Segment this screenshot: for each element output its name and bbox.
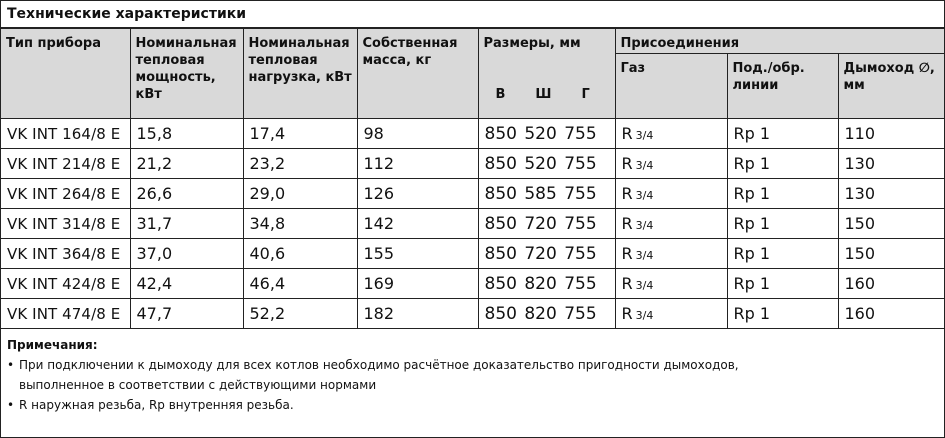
cell-flue: 160 (838, 299, 944, 329)
cell-power: 15,8 (130, 119, 243, 149)
cell-gas (615, 149, 727, 179)
gas-thread-size: 3/4 (635, 189, 654, 202)
cell-mass: 126 (357, 179, 478, 209)
table-row (1, 149, 944, 179)
header-mass: Собственная масса, кг (357, 29, 478, 119)
cell-power: 37,0 (130, 239, 243, 269)
bullet-icon: • (7, 358, 15, 372)
gas-thread-size: 3/4 (635, 249, 654, 262)
gas-thread-type: R (621, 184, 633, 203)
gas-thread-type: R (621, 304, 633, 323)
cell-lines: Rp 1 (727, 149, 838, 179)
cell-flue: 130 (838, 149, 944, 179)
cell-load: 29,0 (243, 179, 357, 209)
cell-mass: 182 (357, 299, 478, 329)
cell-load: 46,4 (243, 269, 357, 299)
note-text: При подключении к дымоходу для всех котлов необходимо расчётное доказательство пригодности дымоходов, выполненное в соответствии с действующими нормами (19, 358, 739, 392)
cell-model: VK INT 424/8 E (1, 269, 130, 299)
cell-power: 31,7 (130, 209, 243, 239)
cell-power: 26,6 (130, 179, 243, 209)
cell-lines: Rp 1 (727, 179, 838, 209)
cell-flue: 150 (838, 239, 944, 269)
gas-thread-size: 3/4 (635, 219, 654, 232)
cell-model: VK INT 164/8 E (1, 119, 130, 149)
header-dims-title: Размеры, мм (483, 36, 581, 51)
header-dims-width: Ш (535, 87, 552, 102)
bullet-icon: • (7, 398, 15, 412)
cell-gas (615, 119, 727, 149)
table-row (1, 269, 944, 299)
header-gas: Газ (615, 54, 727, 119)
cell-dims: 850 720 755 (478, 209, 615, 239)
cell-dims: 850 520 755 (478, 149, 615, 179)
notes-title: Примечания: (7, 338, 98, 352)
cell-dims: 850 820 755 (478, 269, 615, 299)
gas-thread-type: R (621, 274, 633, 293)
header-dims-depth: Г (581, 87, 590, 102)
cell-lines: Rp 1 (727, 269, 838, 299)
table-row (1, 119, 944, 149)
header-connections: Присоединения (615, 29, 944, 54)
cell-lines: Rp 1 (727, 119, 838, 149)
table-header (1, 29, 944, 119)
note-item (7, 355, 944, 395)
table-row (1, 299, 944, 329)
gas-thread-size: 3/4 (635, 309, 654, 322)
header-power: Номинальная тепловая мощность, кВт (130, 29, 243, 119)
cell-lines: Rp 1 (727, 239, 838, 269)
cell-mass: 112 (357, 149, 478, 179)
table-body (1, 119, 944, 329)
gas-thread-type: R (621, 244, 633, 263)
table-row (1, 179, 944, 209)
header-load: Номинальная тепловая нагрузка, кВт (243, 29, 357, 119)
cell-load: 40,6 (243, 239, 357, 269)
cell-gas (615, 299, 727, 329)
cell-load: 23,2 (243, 149, 357, 179)
gas-thread-type: R (621, 154, 633, 173)
cell-lines: Rp 1 (727, 209, 838, 239)
cell-model: VK INT 364/8 E (1, 239, 130, 269)
cell-model: VK INT 474/8 E (1, 299, 130, 329)
gas-thread-type: R (621, 214, 633, 233)
cell-flue: 150 (838, 209, 944, 239)
gas-thread-type: R (621, 124, 633, 143)
cell-gas (615, 179, 727, 209)
cell-dims: 850 585 755 (478, 179, 615, 209)
table-row (1, 239, 944, 269)
cell-mass: 155 (357, 239, 478, 269)
header-dims-height: В (495, 87, 506, 102)
cell-power: 42,4 (130, 269, 243, 299)
note-text: R наружная резьба, Rp внутренняя резьба. (19, 398, 294, 412)
cell-lines: Rp 1 (727, 299, 838, 329)
cell-dims: 850 720 755 (478, 239, 615, 269)
cell-flue: 110 (838, 119, 944, 149)
cell-load: 52,2 (243, 299, 357, 329)
header-dims (478, 29, 615, 119)
cell-mass: 142 (357, 209, 478, 239)
gas-thread-size: 3/4 (635, 279, 654, 292)
cell-gas (615, 209, 727, 239)
cell-mass: 98 (357, 119, 478, 149)
cell-dims: 850 820 755 (478, 299, 615, 329)
sheet-title: Технические характеристики (1, 1, 944, 28)
header-lines: Под./обр. линии (727, 54, 838, 119)
gas-thread-size: 3/4 (635, 129, 654, 142)
cell-model: VK INT 214/8 E (1, 149, 130, 179)
cell-mass: 169 (357, 269, 478, 299)
cell-gas (615, 239, 727, 269)
note-item (7, 395, 944, 415)
cell-gas (615, 269, 727, 299)
cell-load: 17,4 (243, 119, 357, 149)
header-dims-letters (484, 86, 611, 103)
table-row (1, 209, 944, 239)
cell-model: VK INT 264/8 E (1, 179, 130, 209)
cell-power: 21,2 (130, 149, 243, 179)
cell-dims: 850 520 755 (478, 119, 615, 149)
specs-table (1, 28, 944, 329)
cell-flue: 160 (838, 269, 944, 299)
cell-flue: 130 (838, 179, 944, 209)
cell-model: VK INT 314/8 E (1, 209, 130, 239)
header-flue: Дымоход ∅, мм (838, 54, 944, 119)
notes (1, 329, 944, 415)
cell-power: 47,7 (130, 299, 243, 329)
gas-thread-size: 3/4 (635, 159, 654, 172)
header-type: Тип прибора (1, 29, 130, 119)
cell-load: 34,8 (243, 209, 357, 239)
